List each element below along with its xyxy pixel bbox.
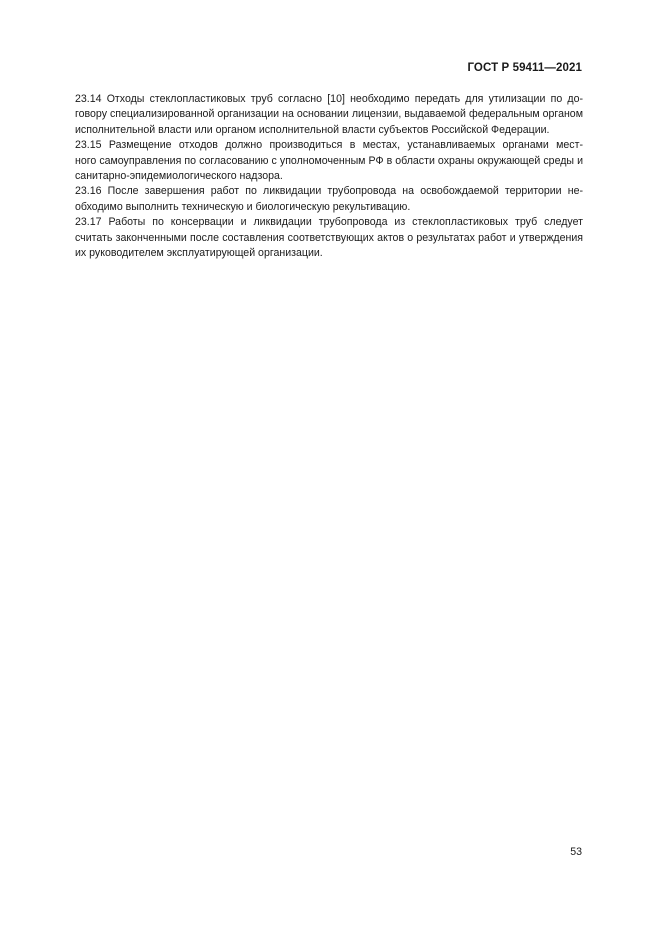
paragraph-line: 23.17 Работы по консервации и ликвидации трубопровода из стеклопластиковых труб следует: [75, 216, 583, 229]
paragraph-line: 23.14 Отходы стеклопластиковых труб согласно [10] необходимо передать для утилизации по до-: [75, 93, 583, 105]
paragraph-line: их руководителем эксплуатирующей организации.: [75, 247, 323, 260]
paragraph-line: ного самоуправления по согласованию с уполномоченным РФ в области охраны окружающей среды и: [75, 154, 583, 167]
paragraph-line: обходимо выполнить техническую и биологическую рекультивацию.: [75, 200, 411, 213]
paragraph-23-17: [75, 215, 583, 261]
document-body: [75, 92, 583, 261]
page-number: 53: [570, 846, 582, 858]
paragraph-line: 23.16 После завершения работ по ликвидации трубопровода на освобождаемой территории не-: [75, 185, 583, 198]
paragraph-line: 23.15 Размещение отходов должно производиться в местах, устанавливаемых органами мест-: [75, 139, 583, 152]
paragraph-line: санитарно-эпидемиологического надзора.: [75, 170, 283, 183]
paragraph-line: исполнительной власти или органом исполнительной власти субъектов Российской Федерации.: [75, 123, 550, 136]
document-code-header: ГОСТ Р 59411—2021: [467, 62, 582, 74]
paragraph-23-16: [75, 184, 583, 215]
paragraph-23-15: [75, 138, 583, 184]
paragraph-line: говору специализированной организации на основании лицензии, выдаваемой федеральным органом: [75, 108, 583, 121]
paragraph-line: считать законченными после составления соответствующих актов о результатах работ и утверждения: [75, 231, 583, 244]
paragraph-23-14: [75, 92, 583, 138]
